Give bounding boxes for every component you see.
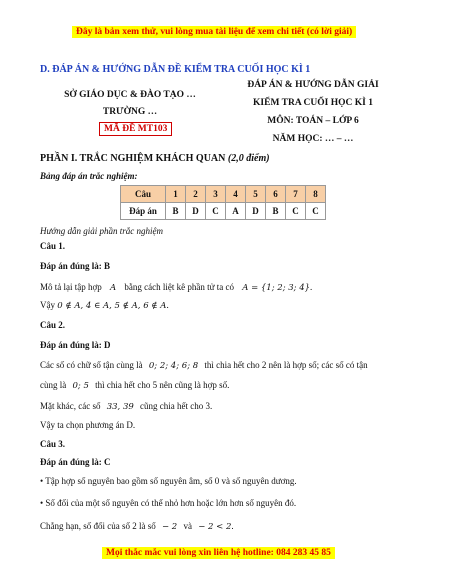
q3-bullet2: • Số đối của một số nguyên có thể nhỏ hơn hoặc lớn hơn số nguyên đó. — [40, 498, 297, 508]
answer-table — [120, 185, 326, 220]
q2-line2 — [40, 380, 229, 391]
q2-line1 — [40, 360, 368, 371]
q2-line4: Vậy ta chọn phương án D. — [40, 420, 136, 430]
answer-table-answer-row — [121, 203, 326, 220]
q2-digits-math: 0; 2; 4; 6; 8 — [148, 361, 199, 371]
question-number-cell: 6 — [266, 186, 286, 203]
q3-neg-two-math: − 2 — [161, 522, 178, 532]
q2-title: Câu 2. — [40, 320, 66, 330]
answer-cell: D — [246, 203, 266, 220]
q1-answer: Đáp án đúng là: B — [40, 261, 111, 271]
q3-inequality-math: − 2 < 2 — [198, 522, 232, 532]
subject-line: MÔN: TOÁN – LỚP 6 — [267, 116, 359, 126]
answer-cell: A — [226, 203, 246, 220]
q2-numbers-math: 33, 39 — [106, 402, 134, 412]
question-number-cell: 7 — [286, 186, 306, 203]
school-line: TRƯỜNG … — [102, 107, 158, 117]
section-title: D. ĐÁP ÁN & HƯỚNG DẪN ĐỀ KIỂM TRA CUỐI HỌC KÌ 1 — [40, 64, 311, 75]
school-year-line: NĂM HỌC: … – … — [272, 134, 354, 144]
q1-line2: Vậy 0 ∉ A, 4 ∈ A, 5 ∉ A, 6 ∉ A. — [40, 300, 169, 311]
q2-line1-pre: Các số có chữ số tận cùng là — [40, 360, 143, 370]
q2-line2-post: thì chia hết cho 5 nên cũng là hợp số. — [95, 380, 230, 390]
question-number-cell: 8 — [306, 186, 326, 203]
q3-line3-mid: và — [183, 521, 192, 531]
answer-cell: C — [206, 203, 226, 220]
q3-bullet1: • Tập hợp số nguyên bao gồm số nguyên âm, số 0 và số nguyên dương. — [40, 476, 297, 486]
q2-line3 — [40, 401, 212, 412]
answer-cell: B — [166, 203, 186, 220]
q2-answer: Đáp án đúng là: D — [40, 340, 111, 350]
part1-title — [40, 153, 270, 164]
q3-title: Câu 3. — [40, 439, 66, 449]
answer-header-cell: Đáp án — [121, 203, 166, 220]
q2-line1-post: thì chia hết cho 2 nên là hợp số; các số có tận — [204, 360, 368, 370]
top-banner: Đây là bản xem thử, vui lòng mua tài liệu để xem chi tiết (có lời giải) — [72, 26, 356, 38]
q2-line2-pre: cùng là — [40, 380, 67, 390]
exam-code-box: MÃ ĐỀ MT103 — [99, 122, 172, 136]
question-number-cell: 4 — [226, 186, 246, 203]
answer-cell: C — [306, 203, 326, 220]
q3-line3-pre: Chẳng hạn, số đối của số 2 là số — [40, 521, 156, 531]
q1-line1-pre: Mô tả lại tập hợp — [40, 282, 102, 292]
question-number-cell: 2 — [186, 186, 206, 203]
question-header-cell: Câu — [121, 186, 166, 203]
answer-cell: B — [266, 203, 286, 220]
answer-guide-title: ĐÁP ÁN & HƯỚNG DẪN GIẢI — [247, 80, 379, 90]
q1-line1: Mô tả lại tập hợp A bằng cách liệt kê phần tử ta có A = {1; 2; 3; 4}. — [40, 282, 313, 293]
exam-title: KIỂM TRA CUỐI HỌC KÌ 1 — [253, 98, 373, 108]
part1-title-text: PHẦN I. TRẮC NGHIỆM KHÁCH QUAN — [40, 153, 226, 164]
q3-answer: Đáp án đúng là: C — [40, 457, 111, 467]
answer-cell: D — [186, 203, 206, 220]
q1-title: Câu 1. — [40, 241, 66, 251]
answer-table-header-row — [121, 186, 326, 203]
q2-line3-pre: Mặt khác, các số — [40, 401, 101, 411]
q1-membership-math: 0 ∉ A, 4 ∈ A, 5 ∉ A, 6 ∉ A — [57, 301, 167, 311]
q1-set-math: A = {1; 2; 3; 4} — [242, 283, 311, 293]
q2-digits2-math: 0; 5 — [72, 381, 89, 391]
question-number-cell: 5 — [246, 186, 266, 203]
q2-line3-post: cũng chia hết cho 3. — [140, 401, 213, 411]
department-line: SỞ GIÁO DỤC & ĐÀO TẠO … — [64, 90, 196, 100]
q1-set-var: A — [110, 283, 117, 293]
q3-line3: Chẳng hạn, số đối của số 2 là số − 2 và − 2 < 2. — [40, 521, 234, 532]
answer-table-label: Bảng đáp án trắc nghiệm: — [40, 171, 138, 181]
part1-score: (2,0 điểm) — [227, 153, 270, 164]
guide-label: Hướng dẫn giải phần trắc nghiệm — [40, 226, 163, 236]
bottom-banner: Mọi thắc mắc vui lòng xin liên hệ hotline: 084 283 45 85 — [102, 547, 335, 559]
q1-line1-mid: bằng cách liệt kê phần tử ta có — [124, 282, 234, 292]
q1-line2-pre: Vậy — [40, 300, 55, 310]
question-number-cell: 1 — [166, 186, 186, 203]
question-number-cell: 3 — [206, 186, 226, 203]
answer-cell: C — [286, 203, 306, 220]
